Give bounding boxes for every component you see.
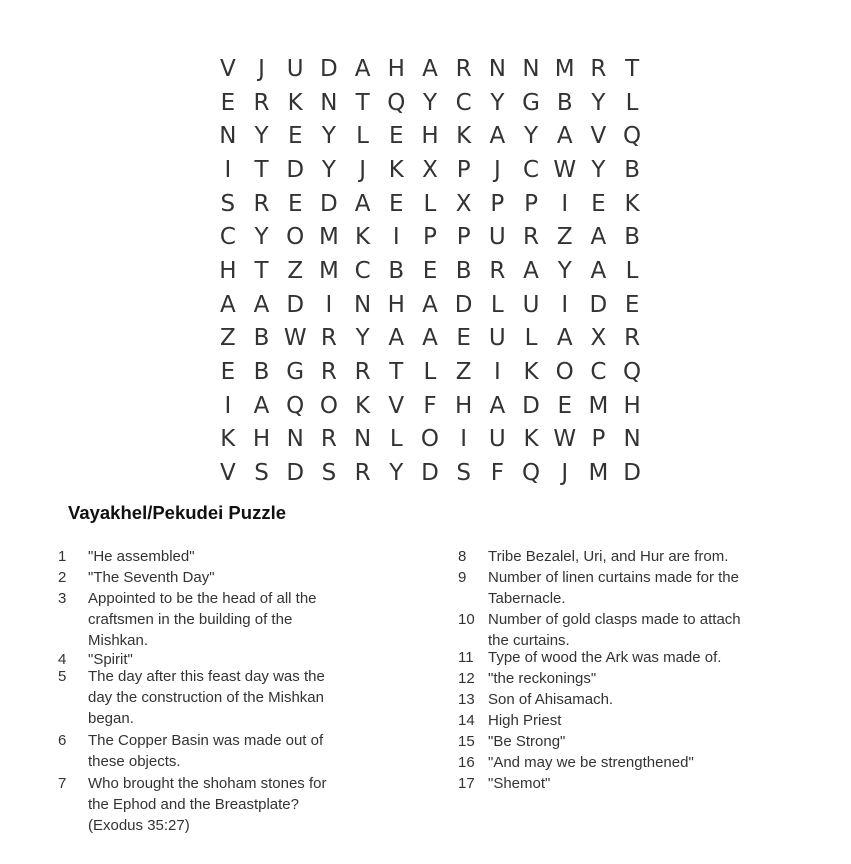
clue-text: Who brought the shoham stones for the Ephod and the Breastplate?(Exodus 35:27) xyxy=(88,775,327,834)
grid-letter-cell[interactable]: S xyxy=(254,460,269,487)
grid-letter-cell[interactable]: U xyxy=(522,291,540,318)
grid-letter-cell[interactable]: J xyxy=(359,156,366,183)
grid-letter-cell[interactable]: L xyxy=(356,123,369,150)
grid-letter-cell[interactable]: E xyxy=(624,291,640,318)
clue-text: "Be Strong" xyxy=(488,733,566,750)
grid-letter-cell[interactable]: H xyxy=(421,123,439,150)
clue-item xyxy=(58,546,348,567)
grid-letter-cell[interactable]: V xyxy=(388,392,405,419)
grid-letter-cell[interactable]: I xyxy=(561,190,569,217)
puzzle-title: Vayakhel/Pekudei Puzzle xyxy=(68,502,286,523)
grid-letter-cell[interactable]: S xyxy=(456,460,471,487)
grid-letter-cell[interactable]: N xyxy=(353,291,372,318)
grid-letter-cell[interactable]: E xyxy=(287,123,303,150)
clue-text: "Spirit" xyxy=(88,651,133,668)
grid-letter-cell[interactable]: V xyxy=(219,460,236,487)
grid-letter-cell[interactable]: C xyxy=(523,156,540,183)
grid-letter-cell[interactable]: E xyxy=(389,123,404,150)
grid-letter-cell[interactable]: K xyxy=(456,123,472,150)
clue-number: 10 xyxy=(458,611,475,628)
grid-letter-cell[interactable]: O xyxy=(319,392,338,419)
grid-letter-cell[interactable]: W xyxy=(283,325,307,352)
grid-letter-cell[interactable]: E xyxy=(287,190,303,217)
grid-letter-cell[interactable]: D xyxy=(454,291,473,318)
clue-number: 3 xyxy=(58,590,67,607)
grid-letter-cell[interactable]: K xyxy=(523,359,539,386)
grid-letter-cell[interactable]: O xyxy=(286,224,305,251)
grid-letter-cell[interactable]: K xyxy=(220,426,236,453)
grid-letter-cell[interactable]: K xyxy=(355,224,371,251)
grid-letter-cell[interactable]: R xyxy=(354,460,371,487)
grid-letter-cell[interactable]: B xyxy=(253,325,270,352)
grid-letter-cell[interactable]: Z xyxy=(287,257,304,284)
grid-letter-cell[interactable]: P xyxy=(456,156,471,183)
grid-letter-cell[interactable]: W xyxy=(553,156,577,183)
grid-letter-cell[interactable]: V xyxy=(219,55,236,82)
grid-letter-cell[interactable]: A xyxy=(388,325,405,352)
clue-number: 9 xyxy=(458,569,467,586)
grid-letter-cell[interactable]: G xyxy=(522,89,540,116)
grid-letter-cell[interactable]: L xyxy=(625,89,639,116)
grid-letter-cell[interactable]: Y xyxy=(591,156,606,183)
grid-letter-cell[interactable]: L xyxy=(524,325,538,352)
grid-letter-cell[interactable]: R xyxy=(624,325,641,352)
clue-number: 1 xyxy=(58,548,67,565)
grid-letter-cell[interactable]: P xyxy=(524,190,538,217)
clue-text: Tribe Bezalel, Uri, and Hur are from. xyxy=(488,548,729,565)
grid-letter-cell[interactable]: Q xyxy=(387,89,406,116)
clue-text: Appointed to be the head of all the craftsmen in the building of the Mishkan. xyxy=(88,590,317,649)
grid-letter-cell[interactable]: J xyxy=(258,55,265,82)
clue-number: 13 xyxy=(458,691,475,708)
grid-letter-cell[interactable]: N xyxy=(219,123,237,150)
grid-letter-cell[interactable]: K xyxy=(523,426,539,453)
clue-number: 6 xyxy=(58,732,67,749)
grid-letter-cell[interactable]: D xyxy=(286,156,305,183)
clue-item xyxy=(58,567,348,588)
grid-letter-cell[interactable]: B xyxy=(624,224,640,251)
grid-letter-cell[interactable]: D xyxy=(421,460,439,487)
grid-letter-cell[interactable]: B xyxy=(624,156,640,183)
grid-letter-cell[interactable]: V xyxy=(590,123,607,150)
clue-item xyxy=(458,689,748,710)
grid-letter-cell[interactable]: Q xyxy=(623,123,642,150)
grid-letter-cell[interactable]: I xyxy=(325,291,333,318)
clue-item xyxy=(58,730,348,772)
clue-number: 12 xyxy=(458,670,475,687)
grid-letter-cell[interactable]: E xyxy=(591,190,606,217)
grid-letter-cell[interactable]: X xyxy=(590,325,607,352)
clue-number: 11 xyxy=(458,649,474,666)
grid-letter-cell[interactable]: L xyxy=(423,359,437,386)
clue-item xyxy=(458,668,748,689)
clue-item xyxy=(458,752,748,773)
grid-letter-cell[interactable]: I xyxy=(561,291,569,318)
grid-letter-cell[interactable]: J xyxy=(493,156,501,183)
grid-letter-cell[interactable]: K xyxy=(287,89,303,116)
grid-letter-cell[interactable]: C xyxy=(219,224,236,251)
grid-letter-cell[interactable]: B xyxy=(455,257,472,284)
clue-number: 2 xyxy=(58,569,67,586)
grid-letter-cell[interactable]: T xyxy=(389,359,404,386)
grid-letter-cell[interactable]: Z xyxy=(455,359,472,386)
word-search-grid xyxy=(211,52,649,490)
grid-letter-cell[interactable]: C xyxy=(354,257,371,284)
grid-letter-cell[interactable]: E xyxy=(220,359,236,386)
grid-letter-cell[interactable]: L xyxy=(490,291,504,318)
clue-item xyxy=(458,546,748,567)
grid-letter-cell[interactable]: B xyxy=(388,257,405,284)
grid-letter-cell[interactable]: U xyxy=(286,55,304,82)
grid-letter-cell[interactable]: R xyxy=(455,55,472,82)
grid-letter-cell[interactable]: I xyxy=(224,156,232,183)
clue-text: Number of gold clasps made to attach the curtains. xyxy=(488,611,741,649)
clue-number: 17 xyxy=(458,775,475,792)
grid-letter-cell[interactable]: M xyxy=(554,55,575,82)
grid-letter-cell[interactable]: A xyxy=(253,392,270,419)
grid-letter-cell[interactable]: B xyxy=(556,89,573,116)
clue-list-right xyxy=(458,546,748,794)
clue-number: 16 xyxy=(458,754,475,771)
clue-number: 5 xyxy=(58,668,67,685)
grid-letter-cell[interactable]: Y xyxy=(389,460,404,487)
grid-letter-cell[interactable]: I xyxy=(460,426,468,453)
grid-letter-cell[interactable]: F xyxy=(423,392,437,419)
grid-letter-cell[interactable]: R xyxy=(253,89,270,116)
grid-letter-cell[interactable]: M xyxy=(318,257,339,284)
clue-number: 14 xyxy=(458,712,475,729)
grid-letter-cell[interactable]: O xyxy=(420,426,440,453)
grid-letter-cell[interactable]: Z xyxy=(219,325,236,352)
grid-letter-cell[interactable]: X xyxy=(422,156,438,183)
grid-letter-cell[interactable]: I xyxy=(392,224,400,251)
grid-letter-cell[interactable]: R xyxy=(590,55,607,82)
grid-letter-cell[interactable]: R xyxy=(354,359,371,386)
grid-letter-cell[interactable]: A xyxy=(219,291,236,318)
grid-letter-cell[interactable]: P xyxy=(591,426,606,453)
grid-letter-cell[interactable]: S xyxy=(321,460,337,487)
grid-letter-cell[interactable]: D xyxy=(320,190,338,217)
grid-letter-cell[interactable]: A xyxy=(422,325,438,352)
grid-letter-cell[interactable]: E xyxy=(220,89,236,116)
grid-letter-cell[interactable]: I xyxy=(493,359,501,386)
grid-letter-cell[interactable]: A xyxy=(523,257,539,284)
grid-letter-cell[interactable]: R xyxy=(320,359,337,386)
grid-letter-cell[interactable]: D xyxy=(522,392,540,419)
grid-letter-cell[interactable]: Q xyxy=(286,392,305,419)
grid-letter-cell[interactable]: L xyxy=(423,190,437,217)
grid-letter-cell[interactable]: L xyxy=(625,257,639,284)
grid-letter-cell[interactable]: A xyxy=(556,325,573,352)
clue-list-left xyxy=(58,546,348,836)
grid-letter-cell[interactable]: H xyxy=(387,291,405,318)
grid-letter-cell[interactable]: C xyxy=(455,89,472,116)
grid-letter-cell[interactable]: T xyxy=(625,55,640,82)
grid-letter-cell[interactable]: T xyxy=(254,257,269,284)
grid-letter-cell[interactable]: R xyxy=(489,257,506,284)
clue-text: High Priest xyxy=(488,712,562,729)
grid-letter-cell[interactable]: A xyxy=(489,392,506,419)
grid-letter-cell[interactable]: Y xyxy=(591,89,606,116)
grid-letter-cell[interactable]: N xyxy=(353,426,372,453)
grid-letter-cell[interactable]: A xyxy=(422,291,438,318)
clue-item xyxy=(458,710,748,731)
grid-letter-cell[interactable]: K xyxy=(624,190,640,217)
clue-text: The Copper Basin was made out of these objects. xyxy=(88,732,324,770)
grid-letter-cell[interactable]: Y xyxy=(355,325,370,352)
grid-letter-cell[interactable]: S xyxy=(220,190,236,217)
clue-text: Son of Ahisamach. xyxy=(488,691,614,708)
clue-text: The day after this feast day was the day the construction of the Mishkan began. xyxy=(88,668,325,727)
grid-letter-cell[interactable]: O xyxy=(555,359,574,386)
grid-letter-cell[interactable]: N xyxy=(623,426,641,453)
grid-letter-cell[interactable]: Q xyxy=(521,460,541,487)
grid-letter-cell[interactable]: A xyxy=(422,55,438,82)
grid-letter-cell[interactable]: D xyxy=(286,460,305,487)
clue-number: 15 xyxy=(458,733,475,750)
grid-letter-cell[interactable]: E xyxy=(389,190,404,217)
grid-letter-cell[interactable]: P xyxy=(423,224,437,251)
grid-letter-cell[interactable]: E xyxy=(557,392,572,419)
clue-text: Number of linen curtains made for the Tabernacle. xyxy=(488,569,739,607)
clue-number: 7 xyxy=(58,775,67,792)
grid-letter-cell[interactable]: N xyxy=(320,89,338,116)
grid-letter-cell[interactable]: P xyxy=(490,190,505,217)
grid-letter-cell[interactable]: R xyxy=(253,190,270,217)
grid-letter-cell[interactable]: Y xyxy=(422,89,437,116)
clue-item xyxy=(458,773,748,794)
grid-letter-cell[interactable]: U xyxy=(488,325,506,352)
grid-letter-cell[interactable]: W xyxy=(553,426,577,453)
grid-letter-cell[interactable]: I xyxy=(224,392,232,419)
grid-letter-cell[interactable]: R xyxy=(320,426,337,453)
clue-item xyxy=(458,609,748,651)
clue-text: Type of wood the Ark was made of. xyxy=(488,649,722,666)
grid-letter-cell[interactable]: U xyxy=(488,224,506,251)
grid-letter-cell[interactable]: N xyxy=(286,426,304,453)
clue-number: 8 xyxy=(458,548,467,565)
grid-letter-cell[interactable]: H xyxy=(387,55,405,82)
grid-letter-cell[interactable]: T xyxy=(254,156,269,183)
grid-letter-cell[interactable]: A xyxy=(590,257,607,284)
grid-letter-cell[interactable]: J xyxy=(561,460,569,487)
clue-item xyxy=(58,773,348,836)
grid-letter-cell[interactable]: Y xyxy=(321,123,336,150)
grid-letter-cell[interactable]: D xyxy=(589,291,608,318)
grid-letter-cell[interactable]: T xyxy=(355,89,370,116)
grid-letter-cell[interactable]: M xyxy=(318,224,339,251)
grid-letter-cell[interactable]: A xyxy=(489,123,506,150)
grid-letter-cell[interactable]: G xyxy=(286,359,305,386)
grid-letter-cell[interactable]: H xyxy=(623,392,641,419)
grid-letter-cell[interactable]: H xyxy=(219,257,237,284)
clue-item xyxy=(58,666,348,729)
grid-letter-cell[interactable]: R xyxy=(320,325,337,352)
grid-letter-cell[interactable]: N xyxy=(488,55,506,82)
grid-letter-cell[interactable]: A xyxy=(556,123,573,150)
grid-letter-cell[interactable]: Y xyxy=(254,123,269,150)
clue-item xyxy=(458,647,748,668)
grid-letter-cell[interactable]: Q xyxy=(623,359,642,386)
grid-letter-cell[interactable]: A xyxy=(354,55,371,82)
grid-letter-cell[interactable]: Y xyxy=(321,156,336,183)
grid-letter-cell[interactable]: M xyxy=(588,392,609,419)
grid-letter-cell[interactable]: M xyxy=(588,460,609,487)
clue-item xyxy=(458,731,748,752)
grid-letter-cell[interactable]: B xyxy=(253,359,270,386)
grid-letter-cell[interactable]: R xyxy=(523,224,540,251)
clue-number: 4 xyxy=(58,651,67,668)
grid-letter-cell[interactable]: Y xyxy=(254,224,269,251)
grid-letter-cell[interactable]: Y xyxy=(524,123,539,150)
grid-letter-cell[interactable]: Y xyxy=(490,89,505,116)
grid-letter-cell[interactable]: D xyxy=(623,460,641,487)
grid-letter-cell[interactable]: A xyxy=(253,291,270,318)
grid-letter-cell[interactable]: Z xyxy=(556,224,573,251)
grid-letter-cell[interactable]: F xyxy=(490,460,504,487)
grid-letter-cell[interactable]: L xyxy=(389,426,403,453)
grid-letter-cell[interactable]: K xyxy=(388,156,404,183)
grid-letter-cell[interactable]: E xyxy=(456,325,471,352)
grid-letter-cell[interactable]: H xyxy=(455,392,473,419)
grid-letter-cell[interactable]: D xyxy=(286,291,305,318)
clue-item xyxy=(58,588,348,651)
grid-letter-cell[interactable]: X xyxy=(455,190,472,217)
clue-text: "And may we be strengthened" xyxy=(488,754,694,771)
clue-item xyxy=(458,567,748,609)
grid-letter-cell[interactable]: C xyxy=(590,359,607,386)
grid-letter-cell[interactable]: A xyxy=(354,190,371,217)
grid-letter-cell[interactable]: U xyxy=(488,426,506,453)
grid-letter-cell[interactable]: D xyxy=(320,55,338,82)
clue-text: "Shemot" xyxy=(488,775,551,792)
grid-letter-cell[interactable]: P xyxy=(456,224,471,251)
grid-letter-cell[interactable]: H xyxy=(252,426,271,453)
clue-text: "The Seventh Day" xyxy=(88,569,215,586)
grid-letter-cell[interactable]: A xyxy=(590,224,607,251)
grid-letter-cell[interactable]: Y xyxy=(557,257,572,284)
grid-letter-cell[interactable]: E xyxy=(422,257,438,284)
clue-text: "He assembled" xyxy=(88,548,195,565)
grid-letter-cell[interactable]: K xyxy=(355,392,371,419)
clue-text: "the reckonings" xyxy=(488,670,597,687)
grid-letter-cell[interactable]: N xyxy=(522,55,540,82)
